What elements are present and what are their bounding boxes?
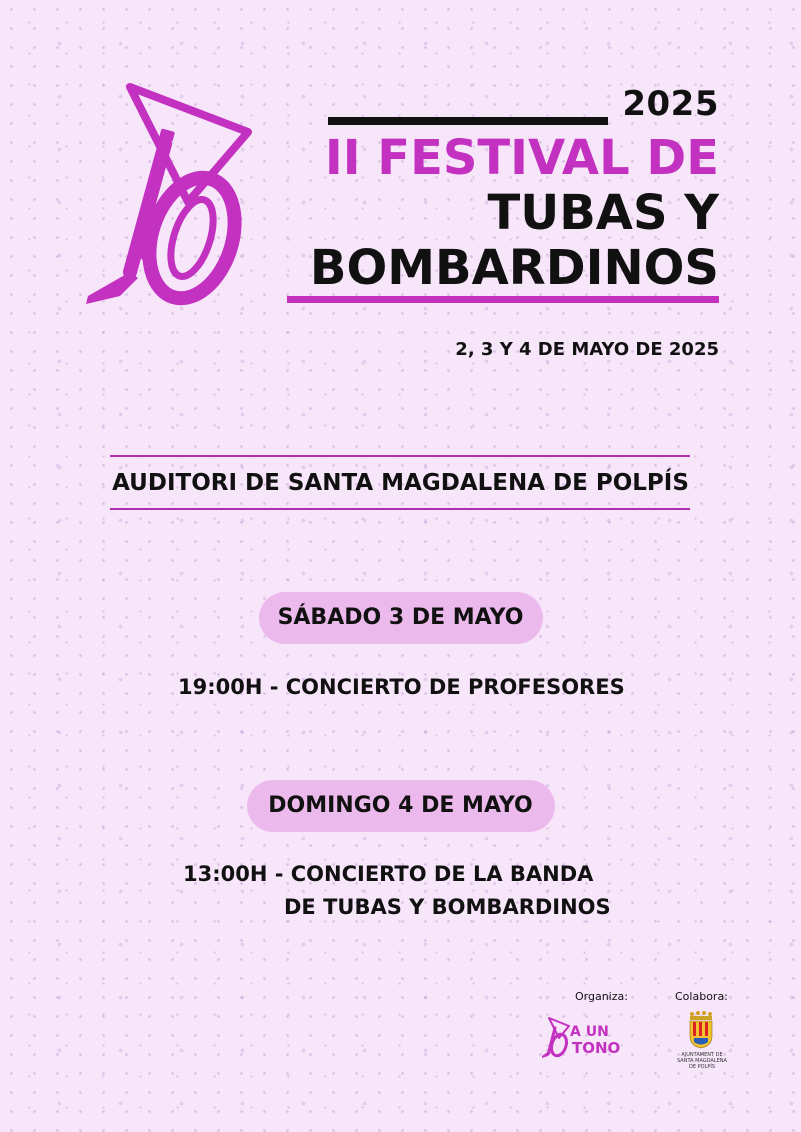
tuba-icon bbox=[80, 82, 252, 310]
tuba-icon bbox=[540, 1016, 570, 1060]
collaborator-label: Colabora: bbox=[675, 990, 728, 1003]
title-rule bbox=[328, 117, 608, 125]
title-underline bbox=[287, 296, 719, 303]
coat-of-arms-icon bbox=[686, 1010, 716, 1050]
organizer-logo-text-top: A UN bbox=[570, 1024, 609, 1040]
day-badge-saturday: SÁBADO 3 DE MAYO bbox=[259, 592, 543, 644]
event-sunday-line-2: DE TUBAS Y BOMBARDINOS bbox=[284, 895, 611, 919]
collaborator-caption: AJUNTAMENT DE SANTA MAGDALENA DE POLPÍS bbox=[677, 1052, 727, 1070]
day-badge-sunday: DOMINGO 4 DE MAYO bbox=[247, 780, 555, 832]
venue-name: AUDITORI DE SANTA MAGDALENA DE POLPÍS bbox=[112, 470, 689, 496]
festival-title-line-2: TUBAS Y bbox=[487, 185, 719, 241]
event-saturday: 19:00H - CONCIERTO DE PROFESORES bbox=[178, 675, 625, 699]
festival-title-line-3: BOMBARDINOS bbox=[309, 240, 719, 296]
festival-title-line-1: II FESTIVAL DE bbox=[324, 130, 719, 186]
organizer-label: Organiza: bbox=[575, 990, 628, 1003]
venue-bottom-rule bbox=[110, 508, 690, 510]
event-sunday-line-1: 13:00H - CONCIERTO DE LA BANDA bbox=[183, 862, 594, 886]
festival-year: 2025 bbox=[622, 84, 719, 124]
festival-dates: 2, 3 Y 4 DE MAYO DE 2025 bbox=[455, 339, 719, 360]
organizer-logo bbox=[540, 1016, 630, 1060]
organizer-logo-text-bottom: TONO bbox=[572, 1039, 621, 1057]
venue-top-rule bbox=[110, 455, 690, 457]
